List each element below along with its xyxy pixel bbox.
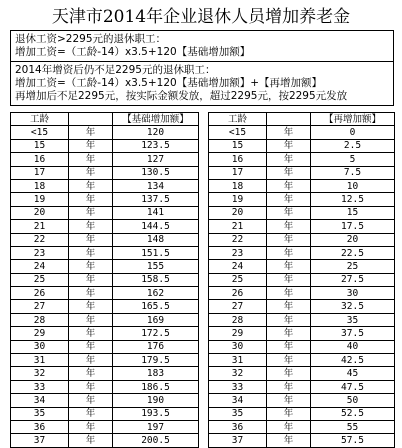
seniority-cell: 15 [11, 139, 69, 152]
increase-table [10, 112, 395, 448]
seniority-cell: 27 [209, 300, 267, 313]
year-unit-cell: 年 [69, 354, 113, 367]
seniority-cell: 27 [11, 300, 69, 313]
extra-increase-cell: 2.5 [311, 139, 395, 152]
column-separator [199, 153, 209, 166]
seniority-cell: 21 [209, 220, 267, 233]
year-unit-cell: 年 [69, 166, 113, 179]
year-unit-cell: 年 [267, 193, 311, 206]
table-row [11, 420, 395, 433]
table-row [11, 233, 395, 246]
year-unit-cell: 年 [267, 260, 311, 273]
seniority-cell: 23 [11, 246, 69, 259]
seniority-cell: 33 [11, 380, 69, 393]
table-row [11, 166, 395, 179]
extra-increase-cell: 30 [311, 287, 395, 300]
year-unit-cell: 年 [69, 206, 113, 219]
header-base-increase: 【基础增加额】 [113, 113, 199, 126]
column-separator [199, 166, 209, 179]
year-unit-cell: 年 [69, 153, 113, 166]
year-unit-cell: 年 [267, 139, 311, 152]
year-unit-cell: 年 [267, 220, 311, 233]
note-line: 增加工资=（工龄-14）x3.5+120【基础增加额】 [15, 46, 251, 58]
base-increase-cell: 172.5 [113, 327, 199, 340]
year-unit-cell: 年 [69, 126, 113, 139]
extra-increase-cell: 50 [311, 394, 395, 407]
base-increase-cell: 186.5 [113, 380, 199, 393]
seniority-cell: 21 [11, 220, 69, 233]
extra-increase-cell: 55 [311, 420, 395, 433]
column-separator [199, 233, 209, 246]
table-row [11, 220, 395, 233]
year-unit-cell: 年 [267, 367, 311, 380]
seniority-cell: 30 [11, 340, 69, 353]
table-row [11, 273, 395, 286]
extra-increase-cell: 20 [311, 233, 395, 246]
column-separator [199, 287, 209, 300]
column-separator [199, 327, 209, 340]
seniority-cell: 20 [11, 206, 69, 219]
extra-increase-cell: 5 [311, 153, 395, 166]
seniority-cell: 36 [209, 420, 267, 433]
seniority-cell: 29 [11, 327, 69, 340]
extra-increase-cell: 35 [311, 313, 395, 326]
header-year-right [267, 113, 311, 126]
year-unit-cell: 年 [69, 179, 113, 192]
seniority-cell: 16 [209, 153, 267, 166]
seniority-cell: 22 [11, 233, 69, 246]
column-separator [199, 246, 209, 259]
base-increase-cell: 165.5 [113, 300, 199, 313]
extra-increase-cell: 32.5 [311, 300, 395, 313]
year-unit-cell: 年 [69, 260, 113, 273]
base-increase-cell: 148 [113, 233, 199, 246]
year-unit-cell: 年 [267, 287, 311, 300]
base-increase-cell: 137.5 [113, 193, 199, 206]
year-unit-cell: 年 [69, 300, 113, 313]
column-separator [199, 260, 209, 273]
seniority-cell: 33 [209, 380, 267, 393]
year-unit-cell: 年 [69, 327, 113, 340]
seniority-cell: 35 [209, 407, 267, 420]
seniority-cell: 26 [209, 287, 267, 300]
year-unit-cell: 年 [267, 166, 311, 179]
base-increase-cell: 120 [113, 126, 199, 139]
column-separator [199, 380, 209, 393]
extra-increase-cell: 0 [311, 126, 395, 139]
base-increase-cell: 190 [113, 394, 199, 407]
extra-increase-cell: 15 [311, 206, 395, 219]
seniority-cell: 17 [11, 166, 69, 179]
year-unit-cell: 年 [69, 246, 113, 259]
year-unit-cell: 年 [267, 300, 311, 313]
year-unit-cell: 年 [267, 434, 311, 447]
base-increase-cell: 169 [113, 313, 199, 326]
year-unit-cell: 年 [267, 273, 311, 286]
extra-increase-cell: 57.5 [311, 434, 395, 447]
table-body [11, 126, 395, 447]
year-unit-cell: 年 [267, 233, 311, 246]
base-increase-cell: 179.5 [113, 354, 199, 367]
year-unit-cell: 年 [267, 246, 311, 259]
table-row [11, 246, 395, 259]
column-separator [199, 367, 209, 380]
table-row [11, 380, 395, 393]
extra-increase-cell: 52.5 [311, 407, 395, 420]
year-unit-cell: 年 [69, 380, 113, 393]
document-title: 天津市2014年企业退休人员增加养老金 [51, 7, 351, 27]
base-increase-cell: 127 [113, 153, 199, 166]
table-row [11, 287, 395, 300]
year-unit-cell: 年 [267, 420, 311, 433]
year-unit-cell: 年 [69, 287, 113, 300]
table-row [11, 260, 395, 273]
seniority-cell: 19 [11, 193, 69, 206]
base-increase-cell: 123.5 [113, 139, 199, 152]
year-unit-cell: 年 [69, 233, 113, 246]
column-separator [199, 139, 209, 152]
year-unit-cell: 年 [69, 394, 113, 407]
base-increase-cell: 183 [113, 367, 199, 380]
extra-increase-cell: 25 [311, 260, 395, 273]
seniority-cell: 26 [11, 287, 69, 300]
table-row [11, 313, 395, 326]
seniority-cell: 20 [209, 206, 267, 219]
year-unit-cell: 年 [267, 206, 311, 219]
seniority-cell: 22 [209, 233, 267, 246]
base-increase-cell: 162 [113, 287, 199, 300]
year-unit-cell: 年 [267, 313, 311, 326]
year-unit-cell: 年 [69, 313, 113, 326]
base-increase-cell: 200.5 [113, 434, 199, 447]
seniority-cell: 32 [11, 367, 69, 380]
seniority-cell: 36 [11, 420, 69, 433]
seniority-cell: 31 [209, 354, 267, 367]
header-seniority-left: 工龄 [11, 113, 69, 126]
note-block-low-pension [11, 62, 393, 105]
table-row [11, 300, 395, 313]
column-separator [199, 206, 209, 219]
seniority-cell: 34 [11, 394, 69, 407]
table-row [11, 179, 395, 192]
extra-increase-cell: 7.5 [311, 166, 395, 179]
seniority-cell: 37 [11, 434, 69, 447]
table-row [11, 327, 395, 340]
extra-increase-cell: 22.5 [311, 246, 395, 259]
table-row [11, 407, 395, 420]
seniority-cell: 30 [209, 340, 267, 353]
base-increase-cell: 176 [113, 340, 199, 353]
note-line: 再增加后不足2295元，按实际金额发放，超过2295元，按2295元发放 [15, 90, 348, 102]
seniority-cell: 35 [11, 407, 69, 420]
extra-increase-cell: 10 [311, 179, 395, 192]
year-unit-cell: 年 [69, 420, 113, 433]
year-unit-cell: 年 [267, 126, 311, 139]
base-increase-cell: 144.5 [113, 220, 199, 233]
extra-increase-cell: 47.5 [311, 380, 395, 393]
seniority-cell: 37 [209, 434, 267, 447]
seniority-cell: 17 [209, 166, 267, 179]
year-unit-cell: 年 [267, 407, 311, 420]
column-separator [199, 313, 209, 326]
extra-increase-cell: 45 [311, 367, 395, 380]
base-increase-cell: 155 [113, 260, 199, 273]
year-unit-cell: 年 [69, 193, 113, 206]
note-block-high-pension [11, 31, 393, 62]
table-row [11, 153, 395, 166]
table-row [11, 434, 395, 447]
seniority-cell: 32 [209, 367, 267, 380]
table-row [11, 354, 395, 367]
base-increase-cell: 197 [113, 420, 199, 433]
table-row [11, 394, 395, 407]
column-separator [199, 420, 209, 433]
year-unit-cell: 年 [69, 273, 113, 286]
base-increase-cell: 141 [113, 206, 199, 219]
note-line: 2014年增资后仍不足2295元的退休职工： [15, 64, 216, 76]
seniority-cell: 31 [11, 354, 69, 367]
column-separator [199, 394, 209, 407]
year-unit-cell: 年 [267, 380, 311, 393]
column-separator [199, 434, 209, 447]
base-increase-cell: 130.5 [113, 166, 199, 179]
seniority-cell: 15 [209, 139, 267, 152]
table-row [11, 367, 395, 380]
base-increase-cell: 151.5 [113, 246, 199, 259]
table-row [11, 206, 395, 219]
extra-increase-cell: 12.5 [311, 193, 395, 206]
seniority-cell: <15 [209, 126, 267, 139]
year-unit-cell: 年 [267, 153, 311, 166]
table-row [11, 139, 395, 152]
table-row [11, 340, 395, 353]
year-unit-cell: 年 [69, 139, 113, 152]
extra-increase-cell: 37.5 [311, 327, 395, 340]
base-increase-cell: 158.5 [113, 273, 199, 286]
year-unit-cell: 年 [267, 327, 311, 340]
seniority-cell: 28 [11, 313, 69, 326]
year-unit-cell: 年 [69, 367, 113, 380]
seniority-cell: 28 [209, 313, 267, 326]
column-separator [199, 179, 209, 192]
extra-increase-cell: 27.5 [311, 273, 395, 286]
seniority-cell: 18 [209, 179, 267, 192]
year-unit-cell: 年 [267, 179, 311, 192]
notes-box [10, 30, 394, 106]
extra-increase-cell: 42.5 [311, 354, 395, 367]
header-extra-increase: 【再增加额】 [311, 113, 395, 126]
header-year-left [69, 113, 113, 126]
table-row [11, 126, 395, 139]
seniority-cell: 18 [11, 179, 69, 192]
year-unit-cell: 年 [267, 340, 311, 353]
seniority-cell: 24 [209, 260, 267, 273]
seniority-cell: <15 [11, 126, 69, 139]
column-separator [199, 193, 209, 206]
base-increase-cell: 193.5 [113, 407, 199, 420]
seniority-cell: 29 [209, 327, 267, 340]
column-separator [199, 340, 209, 353]
extra-increase-cell: 17.5 [311, 220, 395, 233]
seniority-cell: 25 [11, 273, 69, 286]
year-unit-cell: 年 [69, 434, 113, 447]
extra-increase-cell: 40 [311, 340, 395, 353]
year-unit-cell: 年 [69, 407, 113, 420]
column-separator [199, 354, 209, 367]
table-row [11, 193, 395, 206]
year-unit-cell: 年 [267, 394, 311, 407]
year-unit-cell: 年 [267, 354, 311, 367]
column-separator [199, 300, 209, 313]
year-unit-cell: 年 [69, 220, 113, 233]
note-line: 退休工资>2295元的退休职工： [15, 33, 167, 45]
base-increase-cell: 134 [113, 179, 199, 192]
seniority-cell: 23 [209, 246, 267, 259]
column-separator [199, 126, 209, 139]
column-separator [199, 273, 209, 286]
column-separator [199, 113, 209, 126]
seniority-cell: 24 [11, 260, 69, 273]
column-separator [199, 407, 209, 420]
seniority-cell: 16 [11, 153, 69, 166]
column-separator [199, 220, 209, 233]
note-line: 增加工资=（工龄-14）x3.5+120【基础增加额】+【再增加额】 [15, 77, 322, 89]
seniority-cell: 19 [209, 193, 267, 206]
seniority-cell: 25 [209, 273, 267, 286]
seniority-cell: 34 [209, 394, 267, 407]
year-unit-cell: 年 [69, 340, 113, 353]
table-header-row [11, 113, 395, 126]
header-seniority-right: 工龄 [209, 113, 267, 126]
